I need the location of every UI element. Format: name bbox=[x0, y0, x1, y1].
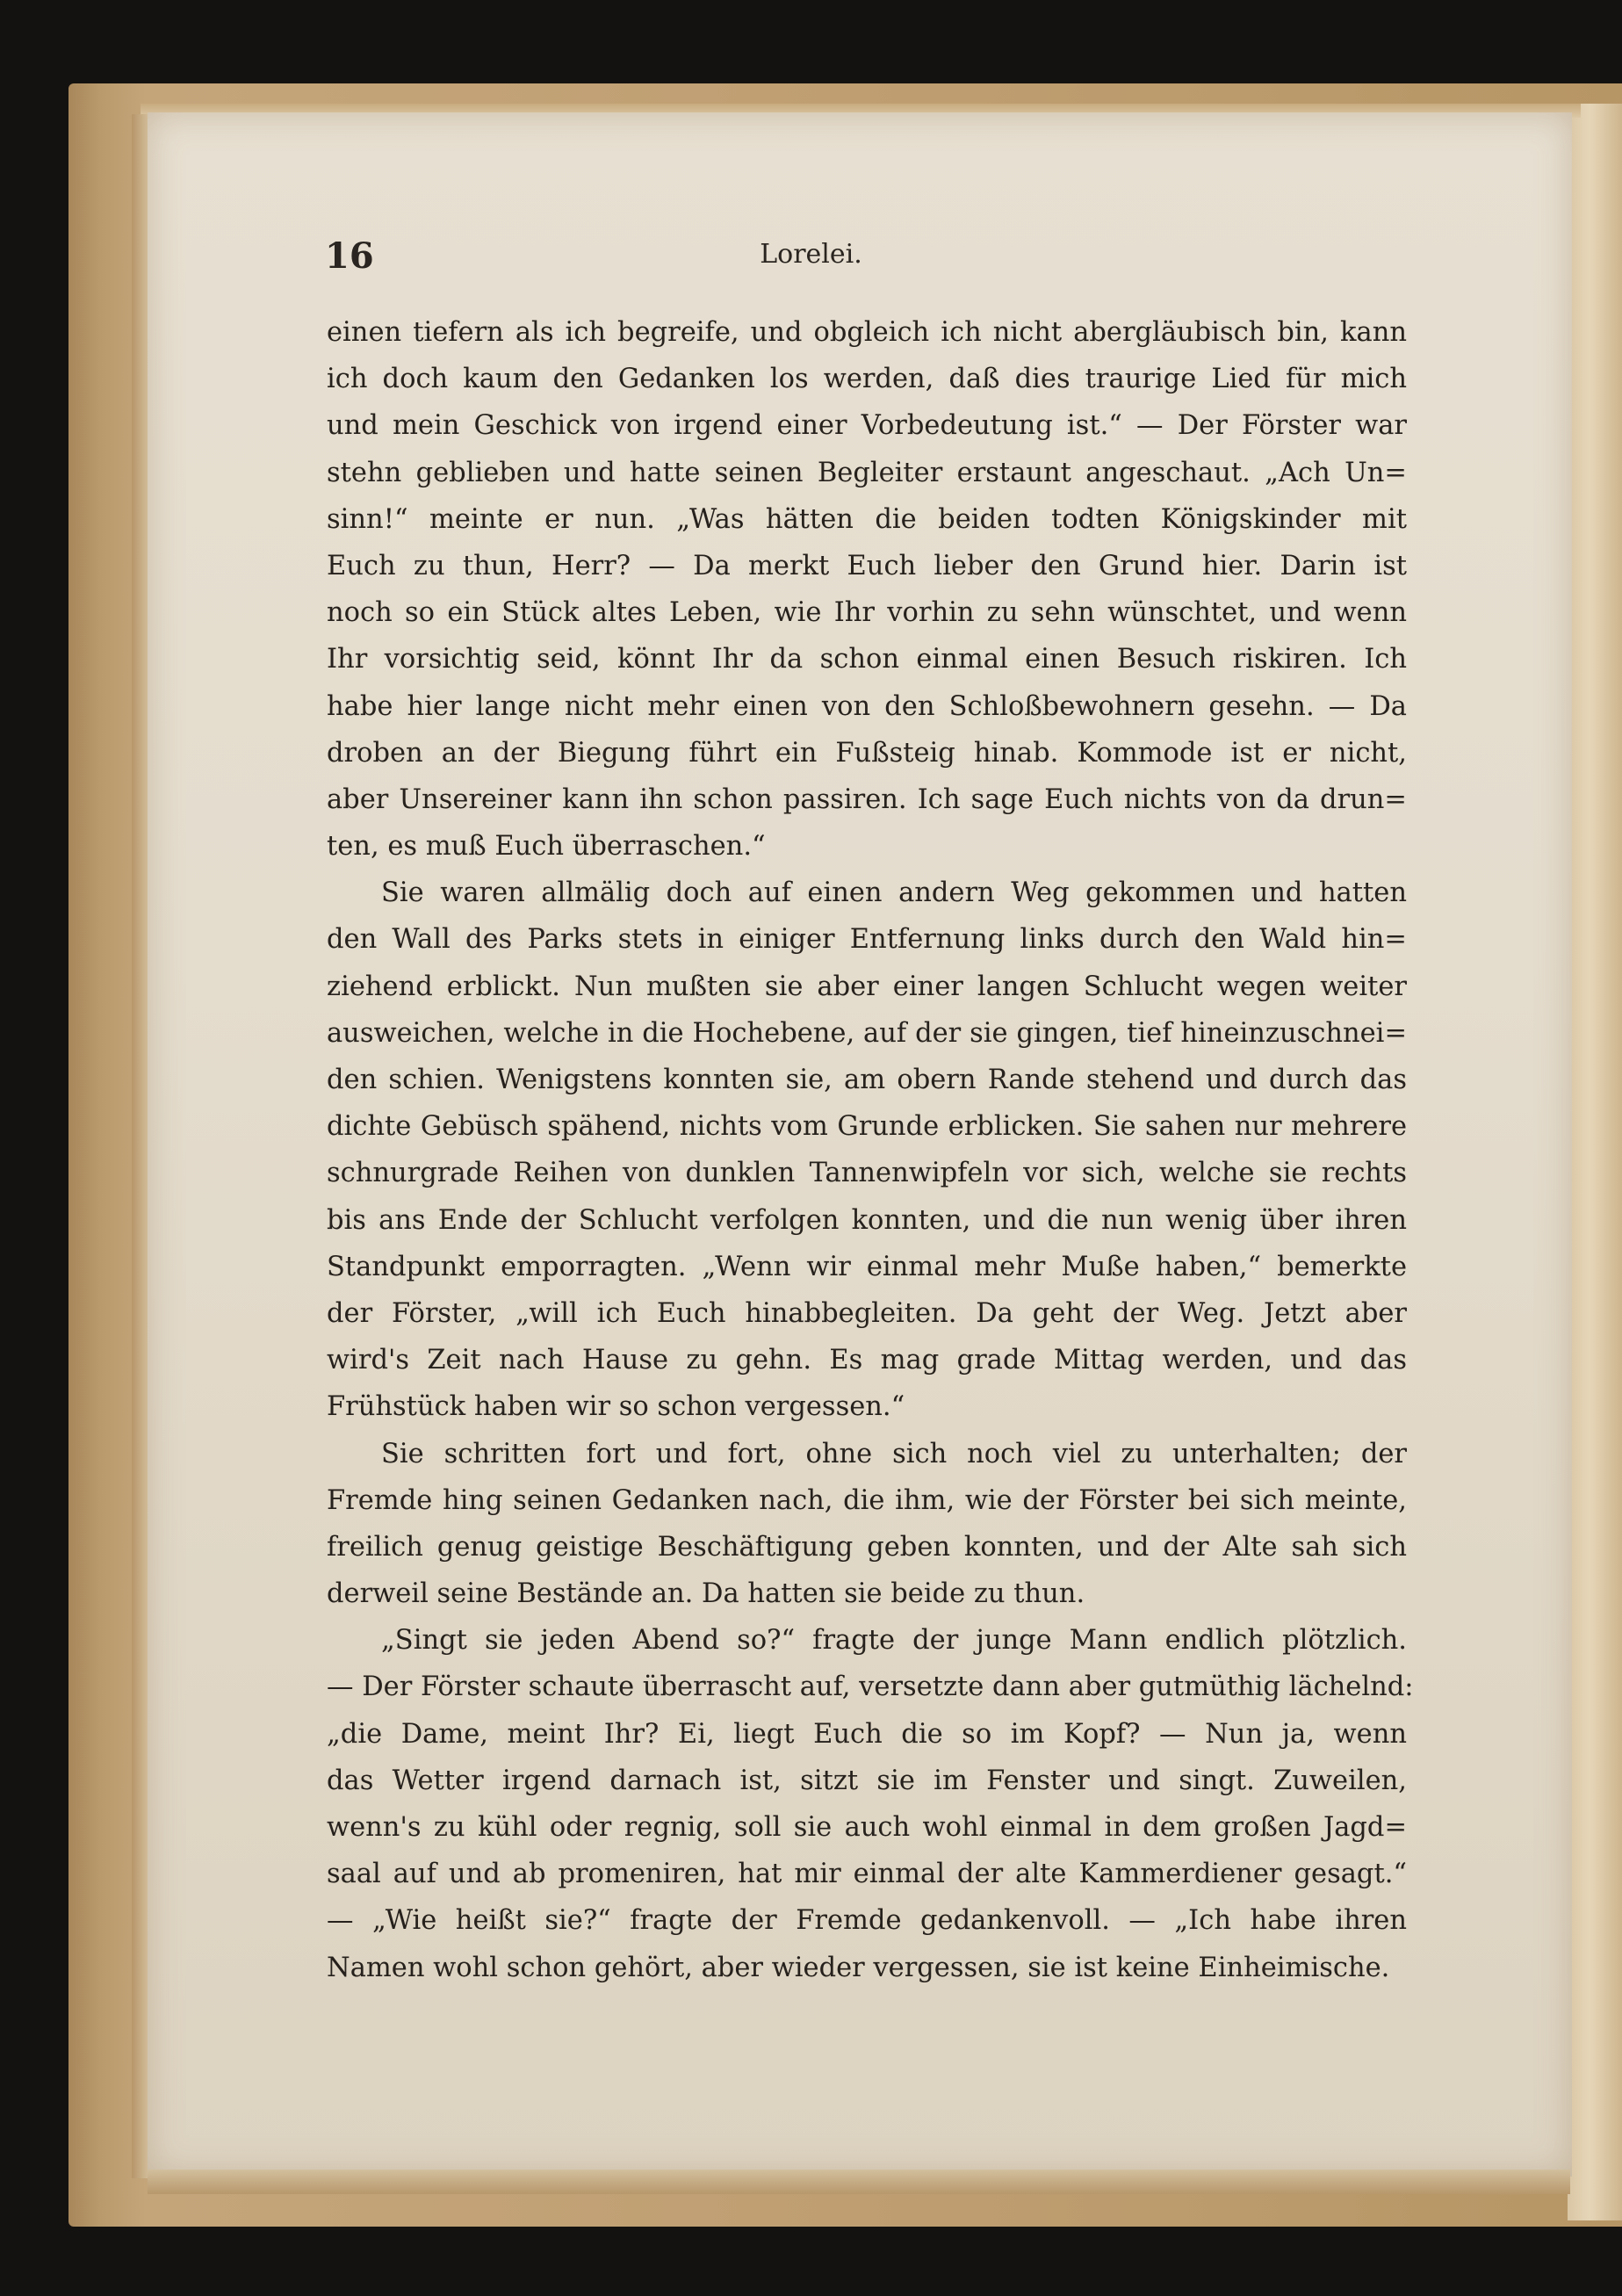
text-line: Standpunkt emporragten. „Wenn wir einmal mehr Muße haben,“ bemerkte bbox=[327, 1251, 1407, 1282]
book-page-edges bbox=[1568, 104, 1622, 2220]
text-line: saal auf und ab promeniren, hat mir einmal der alte Kammerdiener gesagt.“ bbox=[327, 1859, 1407, 1890]
text-line: Euch zu thun, Herr? — Da merkt Euch lieber den Grund hier. Darin ist bbox=[327, 550, 1407, 581]
text-line: „die Dame, meint Ihr? Ei, liegt Euch die so im Kopf? — Nun ja, wenn bbox=[327, 1718, 1407, 1750]
text-line: sinn!“ meinte er nun. „Was hätten die beiden todten Königskinder mit bbox=[327, 503, 1407, 535]
text-line: ausweichen, welche in die Hochebene, auf der sie gingen, tief hineinzuschnei= bbox=[327, 1017, 1407, 1049]
page-number: 16 bbox=[325, 235, 374, 277]
paragraph bbox=[327, 309, 1407, 870]
running-title: Lorelei. bbox=[760, 239, 862, 270]
paragraph bbox=[327, 1431, 1407, 1618]
text-line: derweil seine Bestände an. Da hatten sie beide zu thun. bbox=[327, 1578, 1085, 1610]
text-line: Sie waren allmälig doch auf einen andern Weg gekommen und hatten bbox=[381, 877, 1407, 909]
text-line: und mein Geschick von irgend einer Vorbedeutung ist.“ — Der Förster war bbox=[327, 410, 1407, 442]
text-line: freilich genug geistige Beschäftigung geben konnten, und der Alte sah sich bbox=[327, 1531, 1407, 1563]
text-line: Ihr vorsichtig seid, könnt Ihr da schon einmal einen Besuch riskiren. Ich bbox=[327, 644, 1407, 675]
text-line: „Singt sie jeden Abend so?“ fragte der junge Mann endlich plötzlich. bbox=[381, 1625, 1407, 1657]
text-line: dichte Gebüsch spähend, nichts vom Grunde erblicken. Sie sahen nur mehrere bbox=[327, 1111, 1407, 1143]
text-line: wird's Zeit nach Hause zu gehn. Es mag grade Mittag werden, und das bbox=[327, 1345, 1407, 1376]
text-line: noch so ein Stück altes Leben, wie Ihr vorhin zu sehn wünschtet, und wenn bbox=[327, 597, 1407, 629]
body-text bbox=[327, 309, 1414, 1991]
text-line: Namen wohl schon gehört, aber wieder vergessen, sie ist keine Einheimische. bbox=[327, 1952, 1390, 1983]
text-line: — „Wie heißt sie?“ fragte der Fremde gedankenvoll. — „Ich habe ihren bbox=[327, 1905, 1407, 1937]
paragraph bbox=[327, 1617, 1414, 1991]
text-line: ziehend erblickt. Nun mußten sie aber einer langen Schlucht wegen weiter bbox=[327, 971, 1407, 1002]
text-line: ten, es muß Euch überraschen.“ bbox=[327, 831, 766, 863]
text-line: der Förster, „will ich Euch hinabbegleiten. Da geht der Weg. Jetzt aber bbox=[327, 1297, 1407, 1329]
text-line: stehn geblieben und hatte seinen Begleiter erstaunt angeschaut. „Ach Un= bbox=[327, 457, 1407, 488]
text-line: Sie schritten fort und fort, ohne sich noch viel zu unterhalten; der bbox=[381, 1438, 1407, 1469]
text-line: Fremde hing seinen Gedanken nach, die ihm, wie der Förster bei sich meinte, bbox=[327, 1484, 1407, 1516]
text-line: ich doch kaum den Gedanken los werden, daß dies traurige Lied für mich bbox=[327, 364, 1407, 395]
text-line: Frühstück haben wir so schon vergessen.“ bbox=[327, 1391, 905, 1423]
text-line: den schien. Wenigstens konnten sie, am obern Rande stehend und durch das bbox=[327, 1065, 1407, 1095]
text-line: aber Unsereiner kann ihn schon passiren. Ich sage Euch nichts von da drun= bbox=[327, 783, 1407, 815]
text-line: droben an der Biegung führt ein Fußsteig hinab. Kommode ist er nicht, bbox=[327, 737, 1407, 769]
text-line: einen tiefern als ich begreife, und obgleich ich nicht abergläubisch bin, kann bbox=[327, 317, 1407, 348]
paragraph bbox=[327, 870, 1407, 1430]
text-line: — Der Förster schaute überrascht auf, versetzte dann aber gutmüthig lächelnd: bbox=[327, 1671, 1414, 1703]
page-edge-bottom bbox=[148, 2170, 1570, 2194]
text-line: den Wall des Parks stets in einiger Entfernung links durch den Wald hin= bbox=[327, 924, 1407, 956]
text-line: bis ans Ende der Schlucht verfolgen konnten, und die nun wenig über ihren bbox=[327, 1204, 1407, 1236]
text-line: schnurgrade Reihen von dunklen Tannenwipfeln vor sich, welche sie rechts bbox=[327, 1158, 1407, 1189]
text-line: wenn's zu kühl oder regnig, soll sie auch wohl einmal in dem großen Jagd= bbox=[327, 1812, 1407, 1843]
text-line: habe hier lange nicht mehr einen von den Schloßbewohnern gesehn. — Da bbox=[327, 690, 1407, 722]
text-line: das Wetter irgend darnach ist, sitzt sie im Fenster und singt. Zuweilen, bbox=[327, 1765, 1407, 1796]
